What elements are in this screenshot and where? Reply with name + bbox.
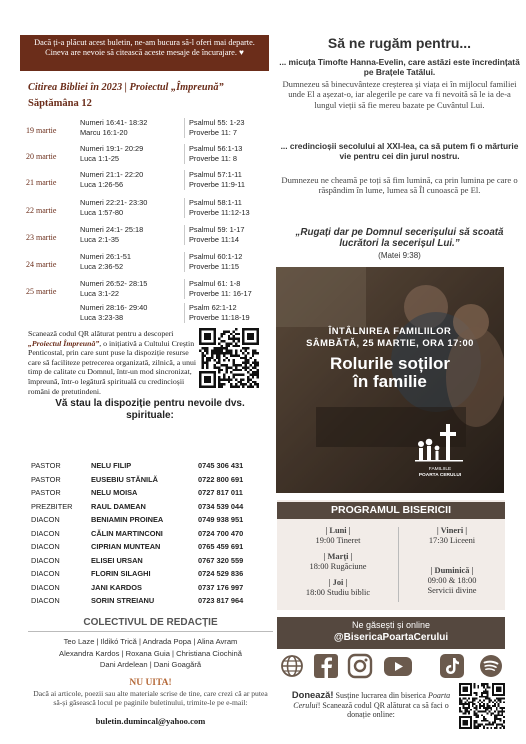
program-day: | Luni | bbox=[325, 526, 351, 535]
reading-psalms-proverbs bbox=[184, 252, 272, 272]
reading-ref: Psalmul 56:1-13 bbox=[189, 144, 243, 153]
prayer-title: Să ne rugăm pentru... bbox=[327, 35, 472, 51]
contact-role: DIACON bbox=[31, 515, 60, 524]
reading-ref: Psalmul 59: 1-17 bbox=[189, 225, 245, 234]
quote-reference: (Matei 9:38) bbox=[378, 251, 421, 260]
reading-ref: Psalmul 58:1-11 bbox=[189, 198, 242, 207]
program-divider bbox=[398, 527, 399, 602]
reading-ref: Proverbe 11:14 bbox=[189, 234, 239, 244]
event-headline bbox=[276, 355, 504, 391]
reading-row bbox=[26, 198, 271, 225]
program-monday bbox=[282, 526, 394, 546]
youtube-icon[interactable] bbox=[383, 653, 413, 679]
reading-ref: Luca 1:26-56 bbox=[80, 179, 124, 189]
contact-phone[interactable]: 0734 539 044 bbox=[198, 501, 244, 511]
contact-role: DIACON bbox=[31, 528, 60, 538]
contact-row bbox=[31, 567, 256, 580]
contact-phone[interactable]: 0724 529 836 bbox=[198, 569, 244, 578]
reading-row bbox=[26, 170, 271, 197]
reading-ref: Psalmul 61: 1-8 bbox=[189, 279, 241, 288]
reading-ref: Numeri 28:16- 29:40 bbox=[80, 303, 148, 312]
contact-role: PASTOR bbox=[31, 461, 61, 470]
facebook-icon[interactable] bbox=[313, 653, 339, 679]
program-event: Servicii divine bbox=[427, 586, 477, 596]
contact-name: ELISEI URSAN bbox=[91, 555, 143, 565]
contact-name: NELU FILIP bbox=[91, 461, 132, 470]
reading-row bbox=[26, 225, 271, 252]
project-name: „Proiectul Împreună” bbox=[28, 338, 100, 348]
contact-phone[interactable]: 0727 817 011 bbox=[198, 488, 243, 497]
online-banner bbox=[277, 617, 505, 649]
contact-name: JANI KARDOS bbox=[91, 582, 142, 592]
reading-ref: Luca 3:23-38 bbox=[80, 312, 124, 322]
reading-ref: Psalmul 60:1-12 bbox=[189, 252, 243, 261]
reading-ref: Luca 1:1-25 bbox=[80, 153, 120, 163]
reading-ref: Luca 2:36-52 bbox=[80, 261, 124, 271]
reading-psalms-proverbs bbox=[184, 303, 272, 323]
event-headline-line: Rolurile soților bbox=[330, 354, 450, 373]
reading-date: 23 martie bbox=[26, 233, 57, 242]
reading-old-new-testament bbox=[80, 303, 180, 322]
editorial-names-line: Alexandra Kardos | Roxana Guia | Christiana Ciochină bbox=[59, 648, 242, 658]
contact-email-link[interactable]: buletin.dumincal@yahoo.com bbox=[95, 716, 206, 726]
reading-ref: Psalmul 55: 1-23 bbox=[189, 118, 245, 127]
reading-ref: Proverbe 11: 8 bbox=[189, 153, 237, 163]
contact-name: NELU MOISA bbox=[91, 488, 138, 497]
instagram-icon[interactable] bbox=[347, 653, 373, 679]
program-event: 18:00 Rugăciune bbox=[309, 562, 367, 572]
reading-row bbox=[26, 144, 271, 171]
family-logo-text bbox=[401, 467, 479, 479]
reading-ref: Marcu 16:1-20 bbox=[80, 127, 128, 137]
intro-text: Dacă ți-a plăcut acest buletin, ne-am bucura să-l oferi mai departe. Cineva are nevoie să citească aceste mesaje de încurajare. ♥ bbox=[34, 38, 255, 57]
reading-ref: Numeri 24:1- 25:18 bbox=[80, 225, 144, 234]
reading-ref: Numeri 26:1-51 bbox=[80, 252, 131, 261]
reading-ref: Proverbe 11: 7 bbox=[189, 127, 237, 137]
contact-role: DIACON bbox=[31, 569, 60, 578]
contacts-title: Vă stau la dispoziție pentru nevoile dvs. spirituale: bbox=[55, 398, 245, 421]
donate-text-part: Susține lucrarea din biserica bbox=[333, 691, 426, 700]
event-date: SÂMBĂTĂ, 25 MARTIE, ORA 17:00 bbox=[306, 337, 474, 348]
contact-row bbox=[31, 500, 256, 513]
donation-text bbox=[286, 690, 456, 720]
contact-phone[interactable]: 0722 800 691 bbox=[198, 474, 244, 484]
contact-name: CĂLIN MARTINCONI bbox=[91, 528, 163, 538]
reading-ref: Numeri 26:52- 28:15 bbox=[80, 279, 148, 288]
contact-row bbox=[31, 540, 256, 553]
prayer-quote: „Rugați dar pe Domnul secerișului să scoată lucrători la secerișul Lui.” bbox=[295, 227, 504, 249]
reading-old-new-testament bbox=[80, 198, 180, 217]
reading-row bbox=[26, 252, 271, 279]
globe-icon[interactable] bbox=[279, 653, 305, 679]
reading-psalms-proverbs bbox=[184, 144, 272, 164]
donate-text-part: ! Scanează codul QR alăturat ca să faci o donație online: bbox=[317, 700, 449, 720]
church-name: Poarta Cerului bbox=[293, 691, 451, 710]
program-event: 19:00 Tineret bbox=[315, 536, 361, 546]
program-day: | Duminică | bbox=[430, 566, 474, 575]
reading-psalms-proverbs bbox=[184, 118, 272, 138]
prayer-item-heading: ... credincioșii secolului al XXI-lea, ca să putem fi o mărturie vie pentru cei din jurul nostru. bbox=[280, 141, 519, 161]
reminder-title: NU UITA! bbox=[129, 678, 172, 688]
contact-phone[interactable]: 0765 459 691 bbox=[198, 542, 244, 551]
divider bbox=[28, 631, 273, 632]
qr-description-lead: Scanează codul QR alăturat pentru a descoperi bbox=[28, 329, 174, 338]
program-friday bbox=[404, 526, 500, 546]
reading-ref: Proverbe 11: 16-17 bbox=[189, 288, 252, 298]
tiktok-icon[interactable] bbox=[439, 653, 465, 679]
family-logo-icon bbox=[413, 422, 467, 466]
contact-role: PASTOR bbox=[31, 474, 61, 484]
social-handle-link[interactable]: @BisericaPoartaCerului bbox=[333, 632, 449, 643]
reading-ref: Proverbe 11:18-19 bbox=[189, 312, 250, 322]
qr-description bbox=[28, 329, 198, 396]
contact-role: DIACON bbox=[31, 542, 60, 551]
spotify-icon[interactable] bbox=[478, 653, 504, 679]
reading-ref: Numeri 22:21- 23:30 bbox=[80, 198, 148, 207]
event-title bbox=[276, 325, 504, 349]
reminder-text: Dacă ai articole, poezii sau alte materiale scrise de tine, care crezi că ar putea să-și găsească locul pe paginile buletinului, trimite-le pe e-mail: bbox=[33, 689, 268, 707]
contact-name: BENIAMIN PROINEA bbox=[91, 515, 164, 524]
contact-row bbox=[31, 527, 256, 540]
reading-psalms-proverbs bbox=[184, 225, 272, 245]
contact-name: FLORIN SILAGHI bbox=[91, 569, 151, 578]
reading-ref: Proverbe 11:12-13 bbox=[189, 207, 250, 217]
program-event: 17:30 Liceeni bbox=[428, 536, 476, 546]
reading-old-new-testament bbox=[80, 225, 180, 244]
reading-psalms-proverbs bbox=[184, 279, 272, 299]
contact-phone[interactable]: 0723 817 964 bbox=[198, 596, 244, 605]
contact-phone[interactable]: 0749 938 951 bbox=[198, 515, 244, 524]
reading-date: 22 martie bbox=[26, 206, 57, 215]
editorial-team-title: COLECTIVUL DE REDACȚIE bbox=[83, 617, 218, 628]
contact-phone[interactable]: 0767 320 559 bbox=[198, 555, 244, 565]
contact-role: DIACON bbox=[31, 555, 60, 565]
reading-ref: Numeri 16:41- 18:32 bbox=[80, 118, 148, 127]
editorial-team-names bbox=[28, 636, 273, 671]
reading-date: 20 martie bbox=[26, 152, 57, 161]
program-thursday bbox=[282, 578, 394, 598]
prayer-item-text: Dumnezeu ne cheamă pe toți să fim lumină, ca prin lumina pe care o răspândim în lume, lumea să Îl cunoască pe El. bbox=[281, 175, 518, 196]
logo-line: FAMILIILE bbox=[428, 467, 452, 472]
contact-row bbox=[31, 594, 256, 607]
contact-role: DIACON bbox=[31, 582, 60, 592]
qr-description-rest: , o inițiativă a Cultului Creștin Penticostal, prin care sunt puse la dispoziție resurse care să faciliteze petrecerea organizată, zilnică, a unui timp de calitate cu Domnul, într-un mod sincronizat, împreună, într-o legătură spirituală cu credincioșii români de pretutindeni. bbox=[28, 338, 197, 396]
reading-date: 24 martie bbox=[26, 260, 57, 269]
reading-date: 19 martie bbox=[26, 126, 57, 135]
program-tuesday bbox=[282, 552, 394, 572]
reading-week: Săptămâna 12 bbox=[28, 98, 92, 109]
program-day: | Joi | bbox=[328, 578, 348, 587]
reading-ref: Numeri 21:1- 22:20 bbox=[80, 170, 144, 179]
reading-row bbox=[26, 303, 271, 330]
program-day: | Marți | bbox=[323, 552, 353, 561]
reading-old-new-testament bbox=[80, 252, 180, 271]
reading-date: 21 martie bbox=[26, 178, 57, 187]
reading-ref: Numeri 19:1- 20:29 bbox=[80, 144, 144, 153]
contact-row bbox=[31, 554, 256, 567]
prayer-item-heading: ... micuța Timofte Hanna-Evelin, care astăzi este încredințată pe Brațele Tatălui. bbox=[279, 57, 520, 77]
contact-role: DIACON bbox=[31, 596, 60, 605]
contact-phone[interactable]: 0745 306 431 bbox=[198, 461, 244, 470]
event-name: ÎNTÂLNIREA FAMILIILOR bbox=[328, 325, 452, 336]
reading-ref: Luca 3:1-22 bbox=[80, 288, 120, 298]
intro-banner bbox=[20, 35, 269, 71]
reading-psalms-proverbs bbox=[184, 198, 272, 218]
reading-row bbox=[26, 118, 271, 145]
reading-plan-title: Citirea Bibliei în 2023 | Proiectul „Împreună” bbox=[28, 82, 224, 93]
contact-role: PASTOR bbox=[31, 488, 61, 497]
reading-old-new-testament bbox=[80, 279, 180, 298]
program-event: 18:00 Studiu biblic bbox=[305, 588, 371, 598]
reading-old-new-testament bbox=[80, 144, 180, 163]
program-title: PROGRAMUL BISERICII bbox=[277, 502, 505, 519]
prayer-item-text: Dumnezeu să binecuvânteze creșterea și viața ei în mijlocul familiei unde El a așezat-o, iar alegerile pe care va fi nevoită să le ia de-a lungul vieții să fie mereu bazate pe Cuvântul Lui. bbox=[282, 79, 517, 110]
reading-ref: Proverbe 11:9-11 bbox=[189, 179, 246, 189]
event-headline-line: în familie bbox=[353, 372, 427, 391]
reading-old-new-testament bbox=[80, 170, 180, 189]
project-qr-code[interactable] bbox=[199, 328, 259, 388]
contact-phone[interactable]: 0737 176 997 bbox=[198, 582, 244, 592]
contact-name: RAUL DAMEAN bbox=[91, 501, 146, 511]
contact-role: PREZBITER bbox=[31, 501, 73, 511]
contact-phone[interactable]: 0724 700 470 bbox=[198, 528, 244, 538]
editorial-names-line: Dani Ardelean | Dani Goagără bbox=[99, 660, 202, 669]
reading-row bbox=[26, 279, 271, 306]
reading-date: 25 martie bbox=[26, 287, 57, 296]
contact-name: CIPRIAN MUNTEAN bbox=[91, 542, 161, 551]
contact-row bbox=[31, 486, 256, 499]
donation-qr-code[interactable] bbox=[459, 683, 505, 729]
reading-ref: Psalmul 57:1-11 bbox=[189, 170, 242, 179]
reading-old-new-testament bbox=[80, 118, 180, 137]
program-day: | Vineri | bbox=[436, 526, 468, 535]
donate-lead: Donează! bbox=[291, 689, 334, 700]
contact-row bbox=[31, 513, 256, 526]
contact-row bbox=[31, 459, 256, 472]
program-sunday bbox=[404, 566, 500, 597]
contact-row bbox=[31, 473, 256, 486]
reading-ref: Luca 1:57-80 bbox=[80, 207, 124, 217]
contact-name: SORIN STREIANU bbox=[91, 596, 155, 605]
reading-ref: Proverbe 11:15 bbox=[189, 261, 239, 271]
program-event: 09:00 & 18:00 bbox=[427, 576, 477, 586]
reading-ref: Psalm 62:1-12 bbox=[189, 303, 237, 312]
contact-name: EUSEBIU STĂNILĂ bbox=[91, 474, 158, 484]
logo-line: POARTA CERULUI bbox=[418, 473, 462, 478]
reading-ref: Luca 2:1-35 bbox=[80, 234, 120, 244]
contact-row bbox=[31, 581, 256, 594]
reading-psalms-proverbs bbox=[184, 170, 272, 190]
online-label: Ne găsești și online bbox=[351, 620, 431, 630]
event-banner bbox=[276, 267, 504, 493]
editorial-names-line: Teo Laze | Ildikó Trică | Andrada Popa | Alina Avram bbox=[63, 637, 238, 646]
